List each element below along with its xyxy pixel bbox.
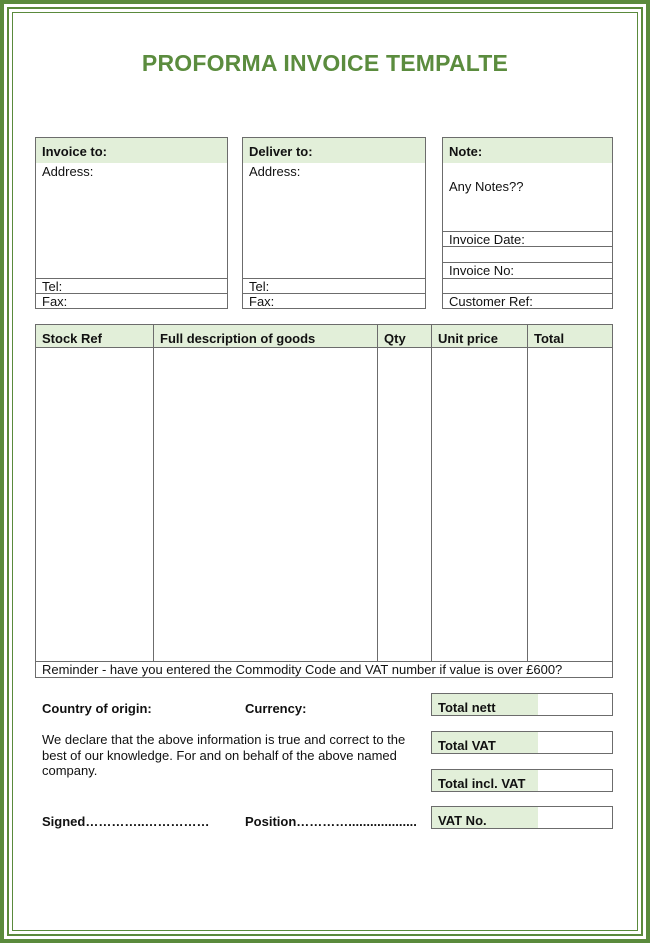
invoice-to-fax-label[interactable]: Fax: [42, 294, 68, 309]
invoice-no-label[interactable]: Invoice No: [449, 263, 515, 278]
customer-ref-label[interactable]: Customer Ref: [449, 294, 533, 309]
column-divider [153, 325, 154, 662]
declaration-text: We declare that the above information is true and correct to the best of our knowledge. For and on behalf of the above named company. [42, 732, 406, 778]
note-heading: Note: [443, 138, 612, 163]
divider [443, 246, 612, 247]
column-divider [431, 325, 432, 662]
goods-table [35, 324, 613, 678]
divider [243, 278, 425, 279]
total-vat-label: Total VAT [432, 732, 538, 753]
total-nett-field[interactable] [431, 693, 613, 716]
invoice-to-heading: Invoice to: [36, 138, 227, 163]
currency-label[interactable]: Currency: [245, 701, 307, 716]
column-divider [377, 325, 378, 662]
deliver-to-heading: Deliver to: [243, 138, 425, 163]
total-incl-vat-label: Total incl. VAT [432, 770, 538, 791]
col-stock-ref: Stock Ref [42, 331, 102, 346]
deliver-to-address-label[interactable]: Address: [249, 164, 301, 179]
total-incl-vat-field[interactable] [431, 769, 613, 792]
deliver-to-tel-label[interactable]: Tel: [249, 279, 270, 294]
notes-text[interactable]: Any Notes?? [449, 179, 524, 194]
signed-label[interactable]: Signed…………..…………… [42, 814, 210, 829]
reminder-text: Reminder - have you entered the Commodity Code and VAT number if value is over £600? [42, 662, 563, 677]
col-description: Full description of goods [160, 331, 316, 346]
total-vat-field[interactable] [431, 731, 613, 754]
page-title: PROFORMA INVOICE TEMPALTE [141, 50, 509, 76]
country-of-origin-label[interactable]: Country of origin: [42, 701, 152, 716]
divider [36, 278, 227, 279]
invoice-date-label[interactable]: Invoice Date: [449, 232, 525, 247]
position-label[interactable]: Position…………................... [245, 814, 417, 829]
invoice-to-box [35, 137, 228, 309]
goods-table-header [36, 325, 612, 348]
col-qty: Qty [384, 331, 406, 346]
deliver-to-box [242, 137, 426, 309]
col-total: Total [534, 331, 565, 346]
total-nett-label: Total nett [432, 694, 538, 715]
col-unit-price: Unit price [438, 331, 498, 346]
divider [443, 278, 612, 279]
deliver-to-fax-label[interactable]: Fax: [249, 294, 275, 309]
column-divider [527, 325, 528, 662]
vat-no-label: VAT No. [432, 807, 538, 828]
invoice-to-tel-label[interactable]: Tel: [42, 279, 63, 294]
note-box [442, 137, 613, 309]
invoice-to-address-label[interactable]: Address: [42, 164, 94, 179]
vat-no-field[interactable] [431, 806, 613, 829]
